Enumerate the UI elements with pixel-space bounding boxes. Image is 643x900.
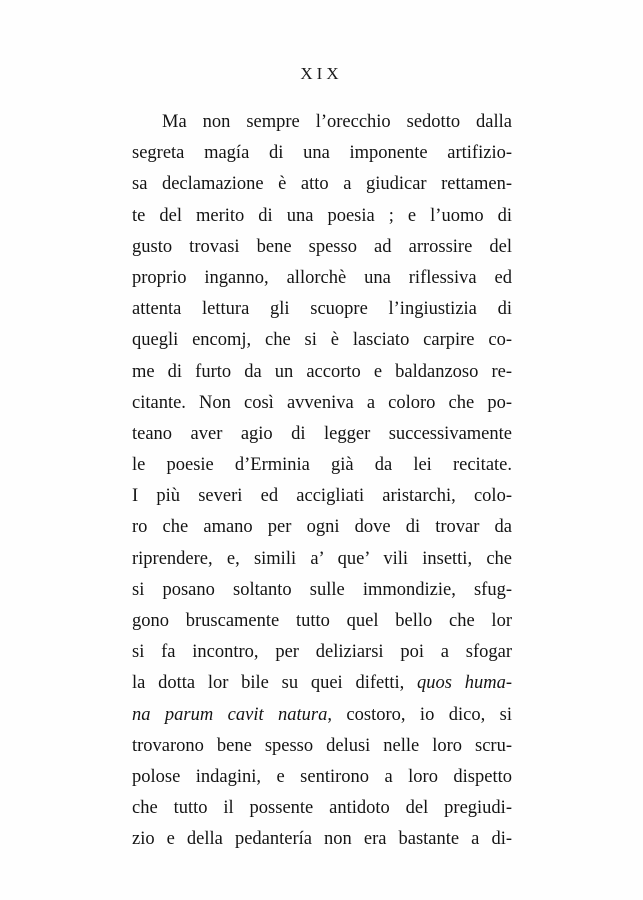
text-line: Ma non sempre l’orecchio sedotto dalla bbox=[162, 112, 512, 132]
text-line: segreta magía di una imponente artifizio- bbox=[132, 143, 512, 164]
text-line: si posano soltanto sulle immondizie, sfug- bbox=[132, 579, 512, 600]
text-line: polose indagini, e sentirono a loro dispetto bbox=[132, 766, 512, 787]
text-line: le poesie d’Erminia già da lei recitate. bbox=[132, 455, 512, 476]
text-line: trovarono bene spesso delusi nelle loro scru- bbox=[132, 735, 512, 756]
text-segment: , costoro, io dico, si bbox=[327, 704, 512, 725]
text-line: proprio inganno, allorchè una riflessiva ed bbox=[132, 267, 512, 288]
text-line: sa declamazione è atto a giudicar rettamen- bbox=[132, 174, 512, 195]
body-text bbox=[132, 107, 512, 856]
page-number: XIX bbox=[300, 64, 343, 83]
text-line: quegli encomj, che si è lasciato carpire co- bbox=[132, 330, 512, 351]
text-line: attenta lettura gli scuopre l’ingiustizia di bbox=[132, 299, 512, 320]
text-line: I più severi ed accigliati aristarchi, colo- bbox=[132, 486, 512, 507]
text-line: zio e della pedantería non era bastante a di- bbox=[132, 829, 512, 850]
text-line: ro che amano per ogni dove di trovar da bbox=[132, 517, 512, 538]
latin-quote: quos huma- bbox=[417, 673, 512, 694]
latin-quote: na parum cavit natura bbox=[132, 704, 328, 725]
text-line: gono bruscamente tutto quel bello che lor bbox=[132, 611, 512, 631]
text-line: teano aver agio di legger successivamente bbox=[132, 423, 512, 444]
text-line: riprendere, e, simili a’ que’ vili insetti, che bbox=[132, 548, 512, 569]
text-line: si fa incontro, per deliziarsi poi a sfogar bbox=[132, 642, 512, 663]
text-line: te del merito di una poesia ; e l’uomo di bbox=[132, 205, 512, 226]
text-line: che tutto il possente antidoto del pregiudi- bbox=[132, 798, 512, 819]
text-segment: la dotta lor bile su quei difetti, bbox=[132, 673, 418, 694]
text-line bbox=[132, 668, 512, 699]
text-line: citante. Non così avveniva a coloro che po- bbox=[132, 392, 512, 413]
text-line: gusto trovasi bene spesso ad arrossire del bbox=[132, 236, 512, 257]
text-line: me di furto da un accorto e baldanzoso re- bbox=[132, 361, 512, 382]
text-line bbox=[132, 700, 512, 731]
